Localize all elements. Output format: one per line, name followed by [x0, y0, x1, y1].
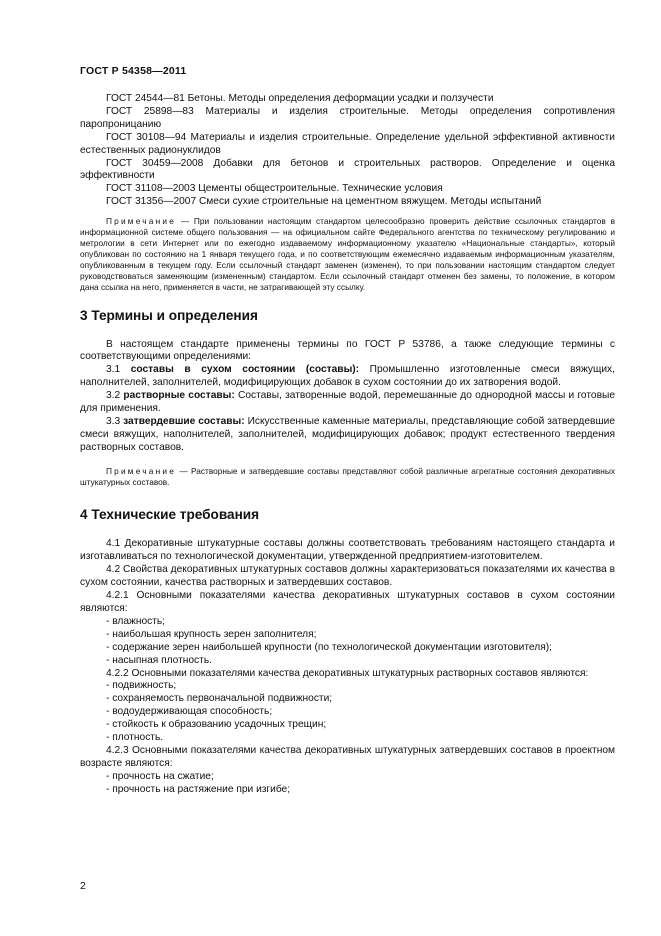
note-text: — При пользовании настоящим стандартом целесообразно проверить действие ссылочных стандартов в информационной системе общего пользования — на официальном сайте Федерального агентства по техническому регулированию и метрологии в сети Интернет или по ежегодно издаваемому информационному указателю «Национальные стандарты», который опубликован по состоянию на 1 января текущего года, и по соответствующим ежемесячно издаваемым информационным указателям, опубликованным в текущем году. Если ссылочный стандарт заменен (изменен), то при пользовании настоящим стандартом следует руководствоваться заменяющим (измененным) стандартом. Если ссылочный стандарт отменен без замены, то положение, в котором дана ссылка на него, применяется в части, не затрагивающей эту ссылку.: [80, 216, 615, 292]
clause-4-2-2: 4.2.2 Основными показателями качества декоративных штукатурных растворных составов являются:: [106, 667, 589, 679]
term-number: 3.3: [106, 415, 121, 427]
references-list: [80, 93, 615, 209]
note-label: Примечание: [106, 465, 177, 476]
page-number: 2: [80, 880, 86, 892]
term-definition: [80, 364, 615, 390]
terms-note: [80, 466, 615, 488]
list-item: - насыпная плотность.: [106, 654, 212, 666]
list-item: - влажность;: [106, 615, 166, 627]
reference-item: ГОСТ 25898—83 Материалы и изделия строительные. Методы определения сопротивления паропроницанию: [80, 105, 615, 130]
list-item: - плотность.: [106, 732, 164, 744]
list-item: - сохраняемость первоначальной подвижности;: [106, 693, 333, 705]
list-item: - подвижность;: [106, 680, 177, 692]
clause-4-1: 4.1 Декоративные штукатурные составы должны соответствовать требованиям настоящего стандарта и изготавливаться по технологической документации, утвержденной предприятием-изготовителем.: [80, 538, 615, 563]
term-name: растворные составы:: [123, 390, 235, 402]
term-definition: [80, 390, 615, 416]
dry-state-indicators-list: [80, 616, 615, 668]
list-item: - прочность на растяжение при изгибе;: [106, 783, 291, 795]
reference-item: ГОСТ 24544—81 Бетоны. Методы определения деформации усадки и ползучести: [106, 93, 494, 104]
list-item: - стойкость к образованию усадочных трещин;: [106, 719, 327, 731]
references-note: [80, 216, 615, 292]
note-text: — Растворные и затвердевшие составы представляют собой различные агрегатные состояния декоративных штукатурных составов.: [80, 465, 615, 487]
term-number: 3.1: [106, 364, 121, 376]
clause-4-2: 4.2 Свойства декоративных штукатурных составов должны характеризоваться показателями их качества в сухом состоянии, качества растворных и затвердевших составов.: [80, 564, 615, 589]
term-number: 3.2: [106, 390, 121, 402]
list-item: - водоудерживающая способность;: [106, 706, 273, 718]
reference-item: ГОСТ 30108—94 Материалы и изделия строительные. Определение удельной эффективной активности естественных радионуклидов: [80, 131, 615, 156]
list-item: - прочность на сжатие;: [106, 770, 214, 782]
note-label: Примечание: [106, 216, 177, 227]
document-header: ГОСТ Р 54358—2011: [80, 65, 187, 77]
clause-4-2-1: 4.2.1 Основными показателями качества декоративных штукатурных составов в сухом состоянии являются:: [80, 590, 615, 614]
hardened-indicators-list: [80, 771, 615, 797]
clause-4-2-3: 4.2.3 Основными показателями качества декоративных штукатурных затвердевших составов в проектном возрасте являются:: [80, 744, 615, 769]
reference-item: ГОСТ 31108—2003 Цементы общестроительные. Технические условия: [106, 183, 443, 195]
reference-item: ГОСТ 31356—2007 Смеси сухие строительные на цементном вяжущем. Методы испытаний: [106, 196, 542, 208]
page-content: [80, 93, 615, 797]
term-text: Промышленно изготовленные смеси вяжущих, наполнителей, заполнителей, модифицирующих добавок в сухом состоянии до их затворения водой.: [80, 364, 615, 389]
mortar-indicators-list: [80, 680, 615, 745]
term-text: Искусственные каменные материалы, представляющие собой затвердевшие смеси вяжущих, наполнителей, заполнителей, модифицирующих добавок; продукт естественного твердения растворных составов.: [80, 415, 615, 453]
section-3-intro: В настоящем стандарте применены термины по ГОСТ Р 53786, а также следующие термины с соответствующими определениями:: [80, 338, 615, 363]
reference-item: ГОСТ 30459—2008 Добавки для бетонов и строительных растворов. Определение и оценка эффективности: [80, 157, 615, 182]
section-3-title: 3 Термины и определения: [80, 307, 258, 323]
term-name: составы в сухом состоянии (составы):: [130, 364, 360, 376]
term-definition: [80, 416, 615, 455]
section-4-title: 4 Технические требования: [80, 507, 260, 523]
term-text: Составы, затворенные водой, перемешанные до однородной массы и готовые для применения.: [80, 390, 615, 415]
term-name: затвердевшие составы:: [123, 415, 245, 427]
list-item: - содержание зерен наибольшей крупности (по технологической документации изготовителя);: [106, 641, 552, 653]
list-item: - наибольшая крупность зерен заполнителя;: [106, 628, 317, 640]
